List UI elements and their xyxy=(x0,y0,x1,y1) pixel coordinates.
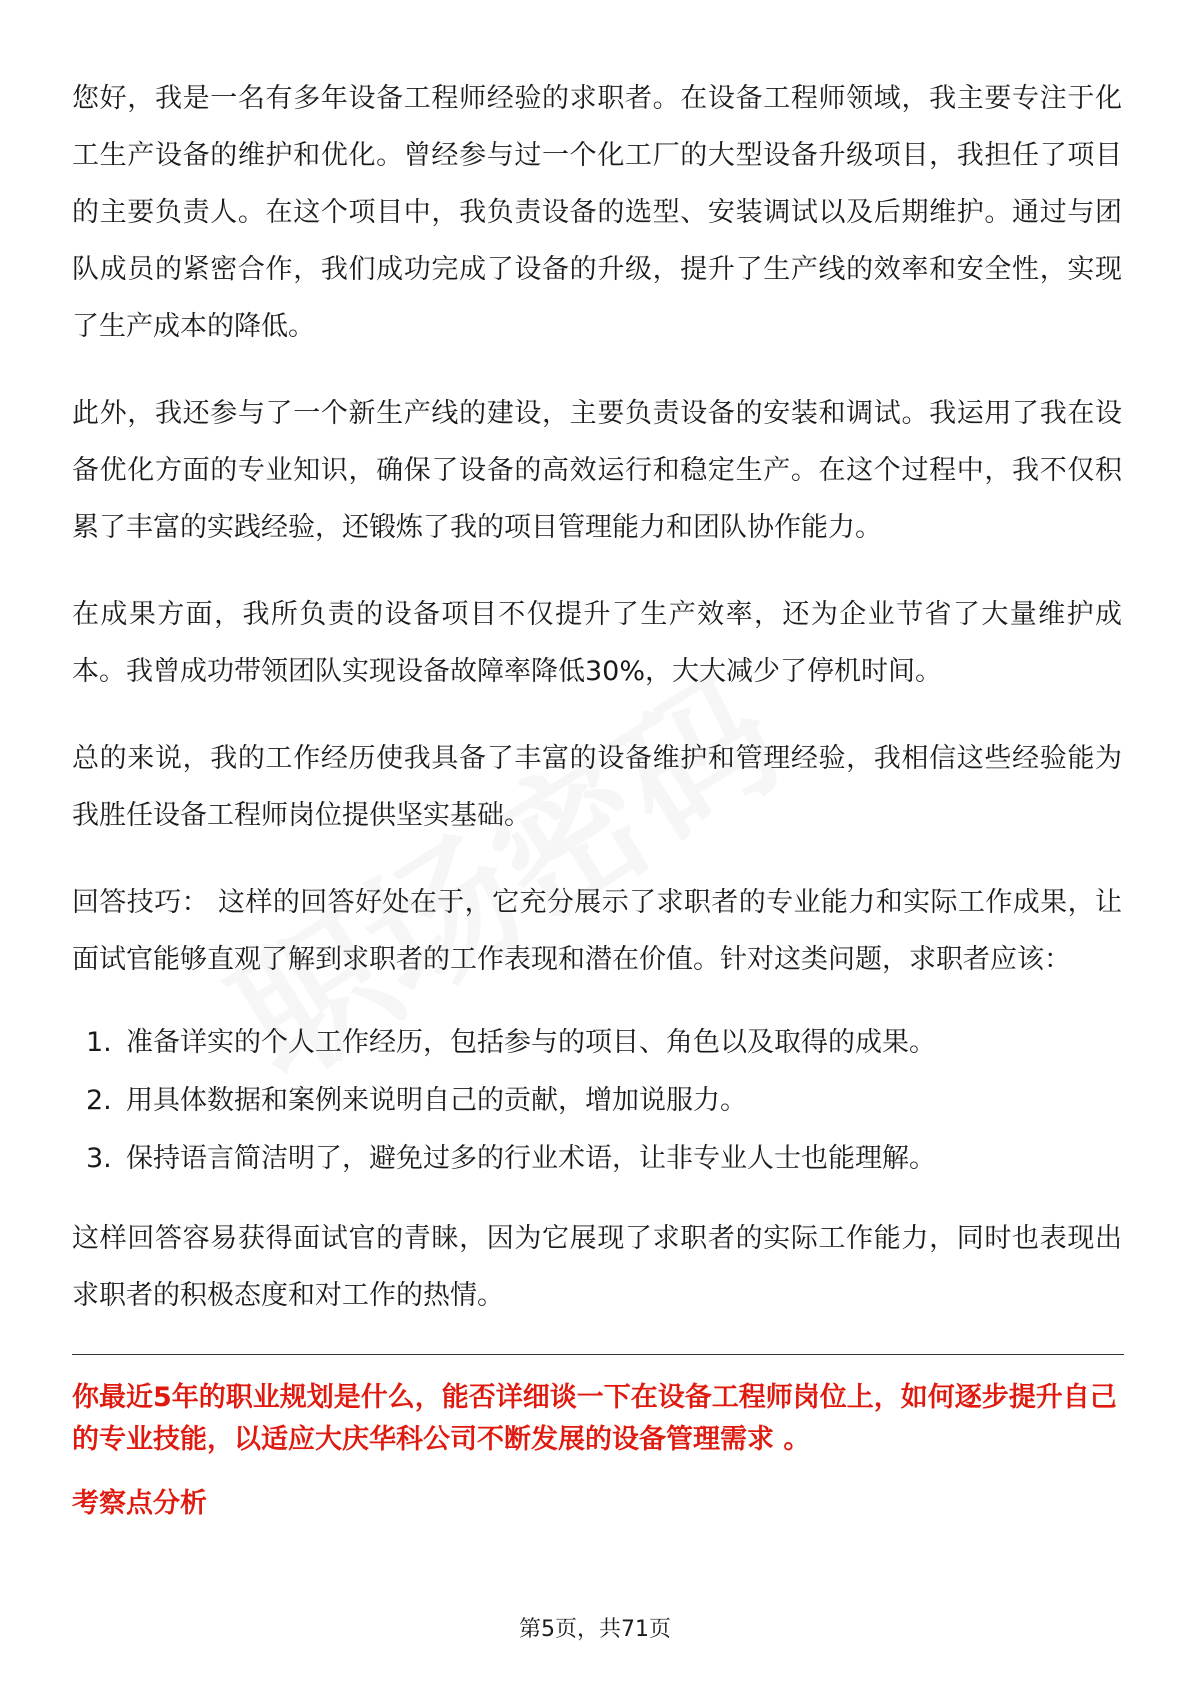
closing-paragraph: 这样回答容易获得面试官的青睐，因为它展现了求职者的实际工作能力，同时也表现出求职者的积极态度和对工作的热情。 xyxy=(72,1223,1122,1311)
document-body xyxy=(72,70,1122,1525)
section-heading: 考察点分析 xyxy=(72,1488,207,1519)
page-number: 第5页，共71页 xyxy=(519,1617,671,1642)
answer-paragraph-1: 您好，我是一名有多年设备工程师经验的求职者。在设备工程师领域，我主要专注于化工生产设备的维护和优化。曾经参与过一个化工厂的大型设备升级项目，我担任了项目的主要负责人。在这个项目中，我负责设备的选型、安装调试以及后期维护。通过与团队成员的紧密合作，我们成功完成了设备的升级，提升了生产线的效率和安全性，实现了生产成本的降低。 xyxy=(72,83,1122,342)
section-divider xyxy=(72,1354,1124,1355)
list-text: 保持语言简洁明了，避免过多的行业术语，让非专业人士也能理解。 xyxy=(126,1143,936,1174)
answer-paragraph-4: 总的来说，我的工作经历使我具备了丰富的设备维护和管理经验，我相信这些经验能为我胜任设备工程师岗位提供坚实基础。 xyxy=(72,743,1122,831)
tips-list xyxy=(72,1018,1122,1184)
next-question: 你最近5年的职业规划是什么，能否详细谈一下在设备工程师岗位上，如何逐步提升自己的专业技能，以适应大庆华科公司不断发展的设备管理需求 。 xyxy=(72,1382,1117,1455)
answer-tips-intro: 回答技巧： 这样的回答好处在于，它充分展示了求职者的专业能力和实际工作成果，让面试官能够直观了解到求职者的工作表现和潜在价值。针对这类问题，求职者应该： xyxy=(72,887,1122,975)
list-item xyxy=(72,1018,1122,1068)
list-number: 2. xyxy=(86,1085,112,1116)
answer-paragraph-3: 在成果方面，我所负责的设备项目不仅提升了生产效率，还为企业节省了大量维护成本。我曾成功带领团队实现设备故障率降低30%，大大减少了停机时间。 xyxy=(72,599,1122,687)
list-number: 1. xyxy=(86,1027,112,1058)
list-item xyxy=(72,1134,1122,1184)
list-number: 3. xyxy=(86,1143,112,1174)
list-item xyxy=(72,1076,1122,1126)
list-text: 准备详实的个人工作经历，包括参与的项目、角色以及取得的成果。 xyxy=(126,1027,936,1058)
list-text: 用具体数据和案例来说明自己的贡献，增加说服力。 xyxy=(126,1085,747,1116)
answer-paragraph-2: 此外，我还参与了一个新生产线的建设，主要负责设备的安装和调试。我运用了我在设备优化方面的专业知识，确保了设备的高效运行和稳定生产。在这个过程中，我不仅积累了丰富的实践经验，还锻炼了我的项目管理能力和团队协作能力。 xyxy=(72,398,1122,543)
